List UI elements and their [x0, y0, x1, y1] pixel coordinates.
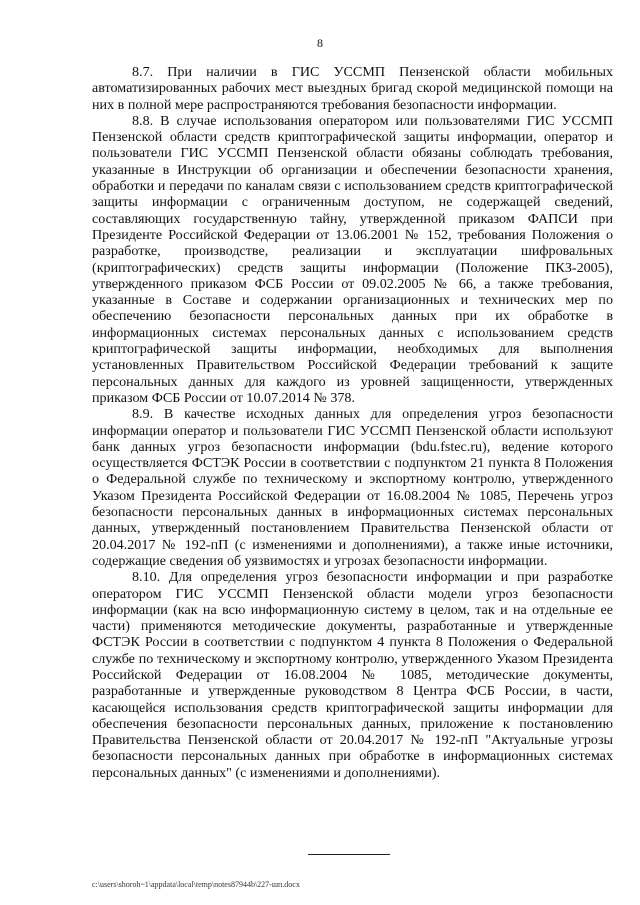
- footer-file-path: c:\users\shoroh~1\appdata\local\temp\notes87944b\227-шп.docx: [92, 880, 300, 889]
- paragraph-8-10: 8.10. Для определения угроз безопасности информации и при разработке оператором ГИС УССМП Пензенской области модели угроз безопасности информации (как на всю информационную систему в целом, так и на отдельные ее части) применяются методические документы, разработанные и утвержденные ФСТЭК России в соответствии с подпунктом 4 пункта 8 Положения о Федеральной службе по техническому и экспортному контролю, утвержденного Указом Президента Российской Федерации от 16.08.2004 № 1085, методические документы, разработанные и утвержденные руководством 8 Центра ФСБ России, в части, касающейся использования средств криптографической защиты информации для обеспечения безопасности персональных данных, приложение к постановлению Правительства Пензенской области от 20.04.2017 № 192-пП "Актуальные угрозы безопасности персональных данных при обработке в информационных системах персональных данных" (с изменениями и дополнениями).: [92, 569, 613, 781]
- footnote-separator: [308, 854, 390, 855]
- paragraph-8-7: 8.7. При наличии в ГИС УССМП Пензенской области мобильных автоматизированных рабочих мест выездных бригад скорой медицинской помощи на них в полной мере распространяются требования безопасности информации.: [92, 64, 613, 113]
- paragraph-8-9: 8.9. В качестве исходных данных для определения угроз безопасности информации оператор и пользователи ГИС УССМП Пензенской области используют банк данных угроз безопасности информации (bdu.fstec.ru), ведение которого осуществляется ФСТЭК России в соответствии с подпунктом 21 пункта 8 Положения о Федеральной службе по техническому и экспортному контролю, утвержденного Указом Президента Российской Федерации от 16.08.2004 № 1085, Перечень угроз безопасности персональных данных в информационных системах персональных данных, утвержденный постановлением Правительства Пензенской области от 20.04.2017 № 192-пП (с изменениями и дополнениями), а также иные источники, содержащие сведения об уязвимостях и угрозах безопасности информации.: [92, 406, 613, 569]
- page-number: 8: [317, 36, 323, 50]
- paragraph-8-8: 8.8. В случае использования оператором или пользователями ГИС УССМП Пензенской области средств криптографической защиты информации, оператор и пользователи ГИС УССМП Пензенской области обязаны соблюдать требования, указанные в Инструкции об организации и обеспечении безопасности хранения, обработки и передачи по каналам связи с использованием средств криптографической защиты информации с ограниченным доступом, не содержащей сведений, составляющих государственную тайну, утвержденной приказом ФАПСИ при Президенте Российской Федерации от 13.06.2001 № 152, требования Положения о разработке, производстве, реализации и эксплуатации шифровальных (криптографических) средств защиты информации (Положение ПКЗ-2005), утвержденного приказом ФСБ России от 09.02.2005 № 66, а также требования, указанные в Составе и содержании организационных и технических мер по обеспечению безопасности персональных данных при их обработке в информационных системах персональных данных с использованием средств криптографической защиты информации, необходимых для выполнения установленных Правительством Российской Федерации требований к защите персональных данных для каждого из уровней защищенности, утвержденных приказом ФСБ России от 10.07.2014 № 378.: [92, 112, 613, 406]
- document-body: [92, 64, 613, 781]
